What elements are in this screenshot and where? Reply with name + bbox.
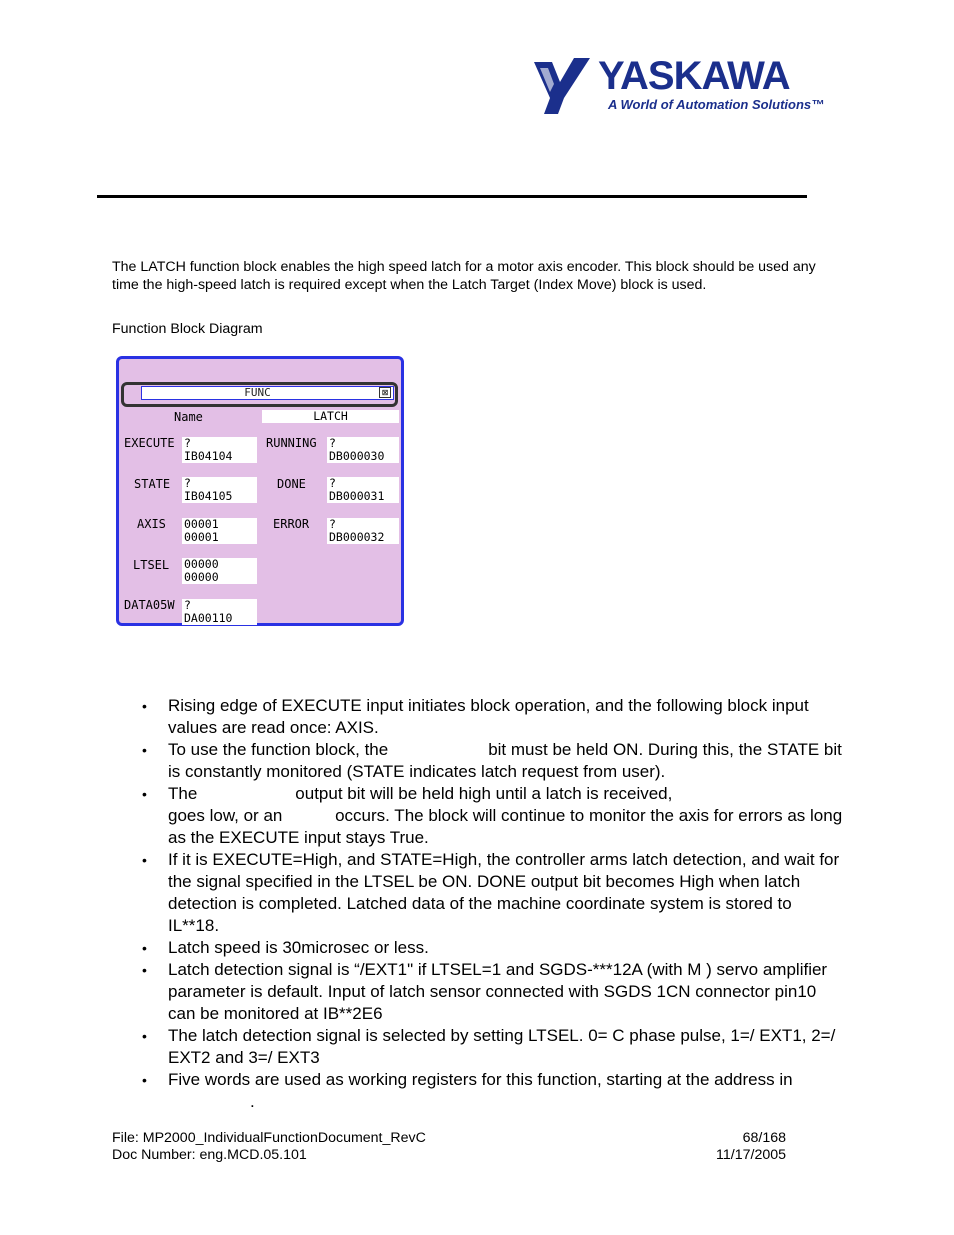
bullet-text: . xyxy=(250,1092,255,1111)
output-done-field[interactable]: ? xyxy=(327,477,399,490)
input-label-execute: EXECUTE xyxy=(124,436,175,450)
footer-doc-number: Doc Number: eng.MCD.05.101 xyxy=(112,1147,307,1163)
input-data05w-register[interactable]: DA00110 xyxy=(182,612,257,625)
input-state-field[interactable]: ? xyxy=(182,477,257,490)
input-label-axis: AXIS xyxy=(137,517,166,531)
logo-wordmark: YASKAWA xyxy=(598,54,790,98)
footer-date: 11/17/2005 xyxy=(716,1147,786,1163)
bullet-text: The xyxy=(168,784,198,803)
input-axis-field[interactable]: 00001 xyxy=(182,518,257,531)
intro-paragraph: The LATCH function block enables the high speed latch for a motor axis encoder. This block should be used any time the high-speed latch is required except when the Latch Target (Index Move) block is used. xyxy=(112,259,816,293)
bullet-text: bit must be held ON. During this, the STATE bit is constantly monitored (STATE indicates latch request from user). xyxy=(168,740,842,781)
function-block-diagram xyxy=(116,356,404,626)
list-item xyxy=(140,937,845,959)
bullet-text: To use the function block, the xyxy=(168,740,389,759)
footer-file: File: MP2000_IndividualFunctionDocument_RevC xyxy=(112,1130,426,1146)
bullet-text: output bit will be held high until a latch is received, xyxy=(295,784,673,803)
output-error-field[interactable]: ? xyxy=(327,518,399,531)
page-footer xyxy=(112,1130,786,1164)
output-label-running: RUNNING xyxy=(266,436,317,450)
bullet-text: Latch speed is 30microsec or less. xyxy=(168,938,429,957)
output-error-register[interactable]: DB000032 xyxy=(327,531,399,544)
list-item xyxy=(140,783,845,849)
function-block-header-bar xyxy=(141,386,394,400)
input-label-ltsel: LTSEL xyxy=(133,558,170,572)
bullet-text: The latch detection signal is selected by setting LTSEL. 0= C phase pulse, 1=/ EXT1, 2=/ EXT2 and 3=/ EXT3 xyxy=(168,1026,836,1067)
yaskawa-logo-mark-icon xyxy=(530,54,592,116)
input-axis-register[interactable]: 00001 xyxy=(182,531,257,544)
input-state-register[interactable]: IB04105 xyxy=(182,490,257,503)
yaskawa-logo xyxy=(530,50,830,120)
input-ltsel-field[interactable]: 00000 xyxy=(182,558,257,571)
list-item xyxy=(140,739,845,783)
input-execute-field[interactable]: ? xyxy=(182,437,257,450)
bullet-text: Latch detection signal is “/EXT1" if LTSEL=1 and SGDS-***12A (with M ) servo amplifier parameter is default. Input of latch sensor connected with SGDS 1CN connector pin10 can be monitored at IB**2E6 xyxy=(168,960,828,1023)
output-running-register[interactable]: DB000030 xyxy=(327,450,399,463)
input-label-data05w: DATA05W xyxy=(124,598,175,612)
collapse-icon[interactable]: ⊠ xyxy=(379,387,391,398)
footer-page-number: 68/168 xyxy=(742,1130,786,1146)
bullet-text: Five words are used as working registers for this function, starting at the address in xyxy=(168,1070,793,1089)
bullet-text: occurs. The block will continue to monitor the axis for errors as long as the EXECUTE input stays True. xyxy=(168,806,843,847)
output-label-done: DONE xyxy=(277,477,306,491)
name-label: Name xyxy=(174,410,203,424)
diagram-caption: Function Block Diagram xyxy=(112,321,263,337)
name-value: LATCH xyxy=(262,410,399,423)
list-item xyxy=(140,849,845,937)
function-block-header-title: FUNC xyxy=(244,386,271,399)
header-rule xyxy=(97,195,807,198)
input-ltsel-register[interactable]: 00000 xyxy=(182,571,257,584)
input-execute-register[interactable]: IB04104 xyxy=(182,450,257,463)
output-label-error: ERROR xyxy=(273,517,310,531)
list-item xyxy=(140,1025,845,1069)
list-item xyxy=(140,695,845,739)
bullet-text: goes low, or an xyxy=(168,806,283,825)
list-item xyxy=(140,959,845,1025)
output-done-register[interactable]: DB000031 xyxy=(327,490,399,503)
list-item xyxy=(140,1069,845,1113)
input-data05w-field[interactable]: ? xyxy=(182,599,257,612)
logo-tagline: A World of Automation Solutions™ xyxy=(608,97,825,112)
output-running-field[interactable]: ? xyxy=(327,437,399,450)
input-label-state: STATE xyxy=(134,477,171,491)
bullet-text: Rising edge of EXECUTE input initiates block operation, and the following block input values are read once: AXIS. xyxy=(168,696,809,737)
description-bullets xyxy=(140,695,845,1113)
bullet-text: If it is EXECUTE=High, and STATE=High, the controller arms latch detection, and wait for the signal specified in the LTSEL be ON. DONE output bit becomes High when latch detection is completed. Latched data of the machine coordinate system is stored to IL**18. xyxy=(168,850,840,935)
